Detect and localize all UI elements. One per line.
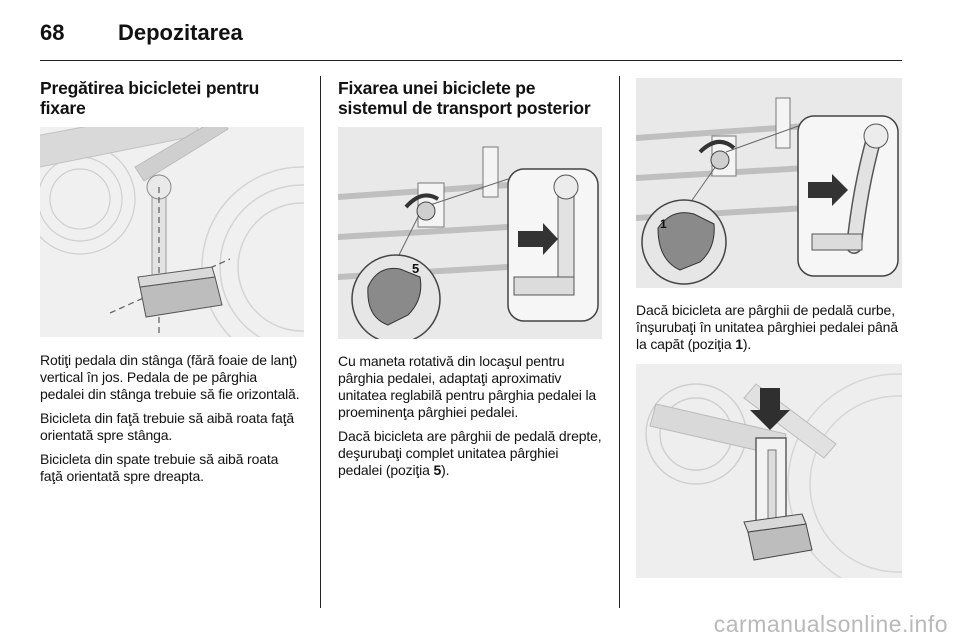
page-number: 68 — [40, 20, 65, 45]
heading-fixing: Fixarea unei biciclete pe sistemul de transport posterior — [338, 78, 591, 118]
knob-position-label: 5 — [412, 261, 420, 276]
paragraph-front-bike: Bicicleta din faţă trebuie să aibă roata faţă orientată spre stânga. — [40, 410, 294, 443]
illustration-straight-crank-knob — [338, 127, 602, 339]
paragraph-adjust-unit: Cu maneta rotativă din locaşul pentru pârghia pedalei, adaptaţi aproximativ unitatea reglabilă pentru pârghia pedalei la proeminenţa pârghiei pedalei. — [338, 353, 597, 420]
heading-preparation: Pregătirea bicicletei pentru fixare — [40, 78, 260, 118]
column-divider-left — [320, 76, 321, 608]
paragraph-rear-bike: Bicicleta din spate trebuie să aibă roata faţă orientată spre dreapta. — [40, 451, 279, 484]
footer-watermark: carmanualsonline.info — [713, 611, 948, 637]
paragraph-rotate-pedal: Rotiţi pedala din stânga (fără foaie de lanţ) vertical în jos. Pedala de pe pârghia pedalei din stânga trebuie să fie orizontală. — [40, 352, 300, 402]
column-divider-right — [619, 76, 620, 608]
illustration-pedal-clamp — [636, 364, 902, 578]
header-rule — [40, 60, 902, 61]
illustration-pedal-vertical — [40, 127, 304, 337]
paragraph-curved-crank: Dacă bicicleta are pârghii de pedală curbe, înşurubaţi în unitatea pârghiei pedalei până la capăt (poziţia 1). — [636, 302, 898, 352]
column-fixing — [338, 78, 604, 479]
page-header — [40, 18, 900, 60]
column-preparation — [40, 78, 304, 485]
illustration-curved-crank-knob — [636, 78, 902, 288]
knob-position-label-1: 1 — [660, 217, 667, 231]
page-title: Depozitarea — [118, 20, 243, 45]
column-curved-crank — [636, 78, 902, 578]
paragraph-straight-crank: Dacă bicicleta are pârghii de pedală drepte, deşurubaţi complet unitatea pârghiei pedalei (poziţia 5). — [338, 428, 602, 478]
